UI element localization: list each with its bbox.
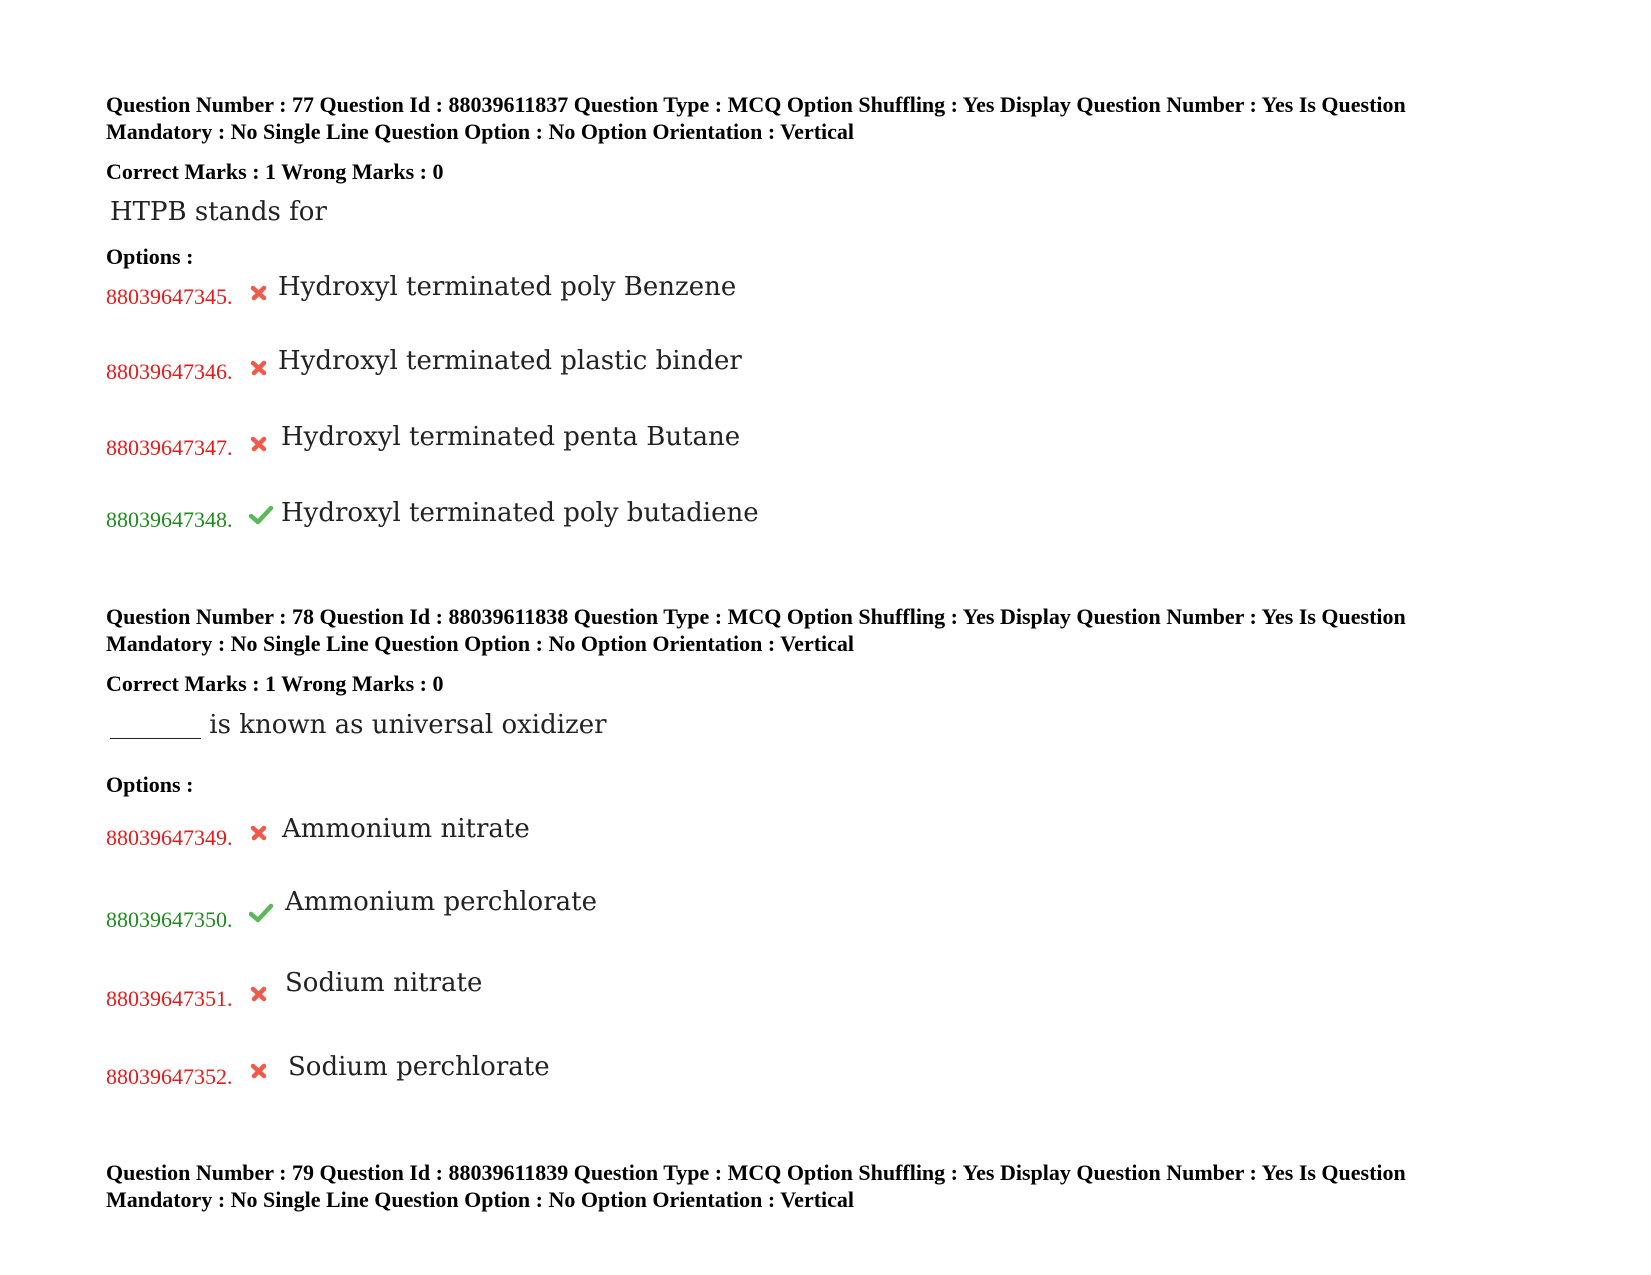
question-78-marks: Correct Marks : 1 Wrong Marks : 0 xyxy=(106,671,444,696)
option-text: Ammonium perchlorate xyxy=(285,887,597,917)
option-id: 88039647351. xyxy=(106,986,233,1011)
option-text: Hydroxyl terminated poly Benzene xyxy=(278,272,737,302)
option-id: 88039647348. xyxy=(106,507,233,532)
question-78-options-label: Options : xyxy=(106,772,194,797)
option-text: Hydroxyl terminated plastic binder xyxy=(278,346,742,376)
option-id: 88039647349. xyxy=(106,825,233,850)
cross-icon xyxy=(249,984,269,1004)
cross-icon xyxy=(249,358,269,378)
cross-icon xyxy=(249,434,269,454)
meta-line: Question Number : 77 Question Id : 88039611837 Question Type : MCQ Option Shuffling : Yes Display Question Number : Yes Is Question xyxy=(106,92,1406,117)
meta-line: Question Number : 79 Question Id : 88039611839 Question Type : MCQ Option Shuffling : Yes Display Question Number : Yes Is Question xyxy=(106,1160,1406,1185)
option-text: Hydroxyl terminated penta Butane xyxy=(281,422,741,452)
checkmark-icon xyxy=(249,505,273,525)
checkmark-icon xyxy=(249,903,273,923)
option-id: 88039647347. xyxy=(106,435,233,460)
meta-line: Mandatory : No Single Line Question Option : No Option Orientation : Vertical xyxy=(106,631,855,656)
cross-icon xyxy=(249,823,269,843)
option-id: 88039647346. xyxy=(106,359,233,384)
meta-line: Mandatory : No Single Line Question Option : No Option Orientation : Vertical xyxy=(106,1187,855,1212)
option-id: 88039647345. xyxy=(106,284,233,309)
question-77-options-label: Options : xyxy=(106,244,194,269)
option-id: 88039647352. xyxy=(106,1064,233,1089)
question-77-metadata xyxy=(106,91,1566,145)
question-77-text: HTPB stands for xyxy=(110,197,327,227)
meta-line: Mandatory : No Single Line Question Option : No Option Orientation : Vertical xyxy=(106,119,855,144)
cross-icon xyxy=(249,283,269,303)
option-text: Sodium nitrate xyxy=(285,968,483,998)
option-text: Ammonium nitrate xyxy=(282,814,530,844)
question-78-metadata xyxy=(106,603,1566,657)
meta-line: Question Number : 78 Question Id : 88039611838 Question Type : MCQ Option Shuffling : Yes Display Question Number : Yes Is Question xyxy=(106,604,1406,629)
question-79-metadata xyxy=(106,1159,1566,1213)
cross-icon xyxy=(249,1061,269,1081)
question-78-text: _______ is known as universal oxidizer xyxy=(110,710,607,740)
option-text: Sodium perchlorate xyxy=(288,1052,550,1082)
option-id: 88039647350. xyxy=(106,907,233,932)
option-text: Hydroxyl terminated poly butadiene xyxy=(281,498,759,528)
question-77-marks: Correct Marks : 1 Wrong Marks : 0 xyxy=(106,159,444,184)
